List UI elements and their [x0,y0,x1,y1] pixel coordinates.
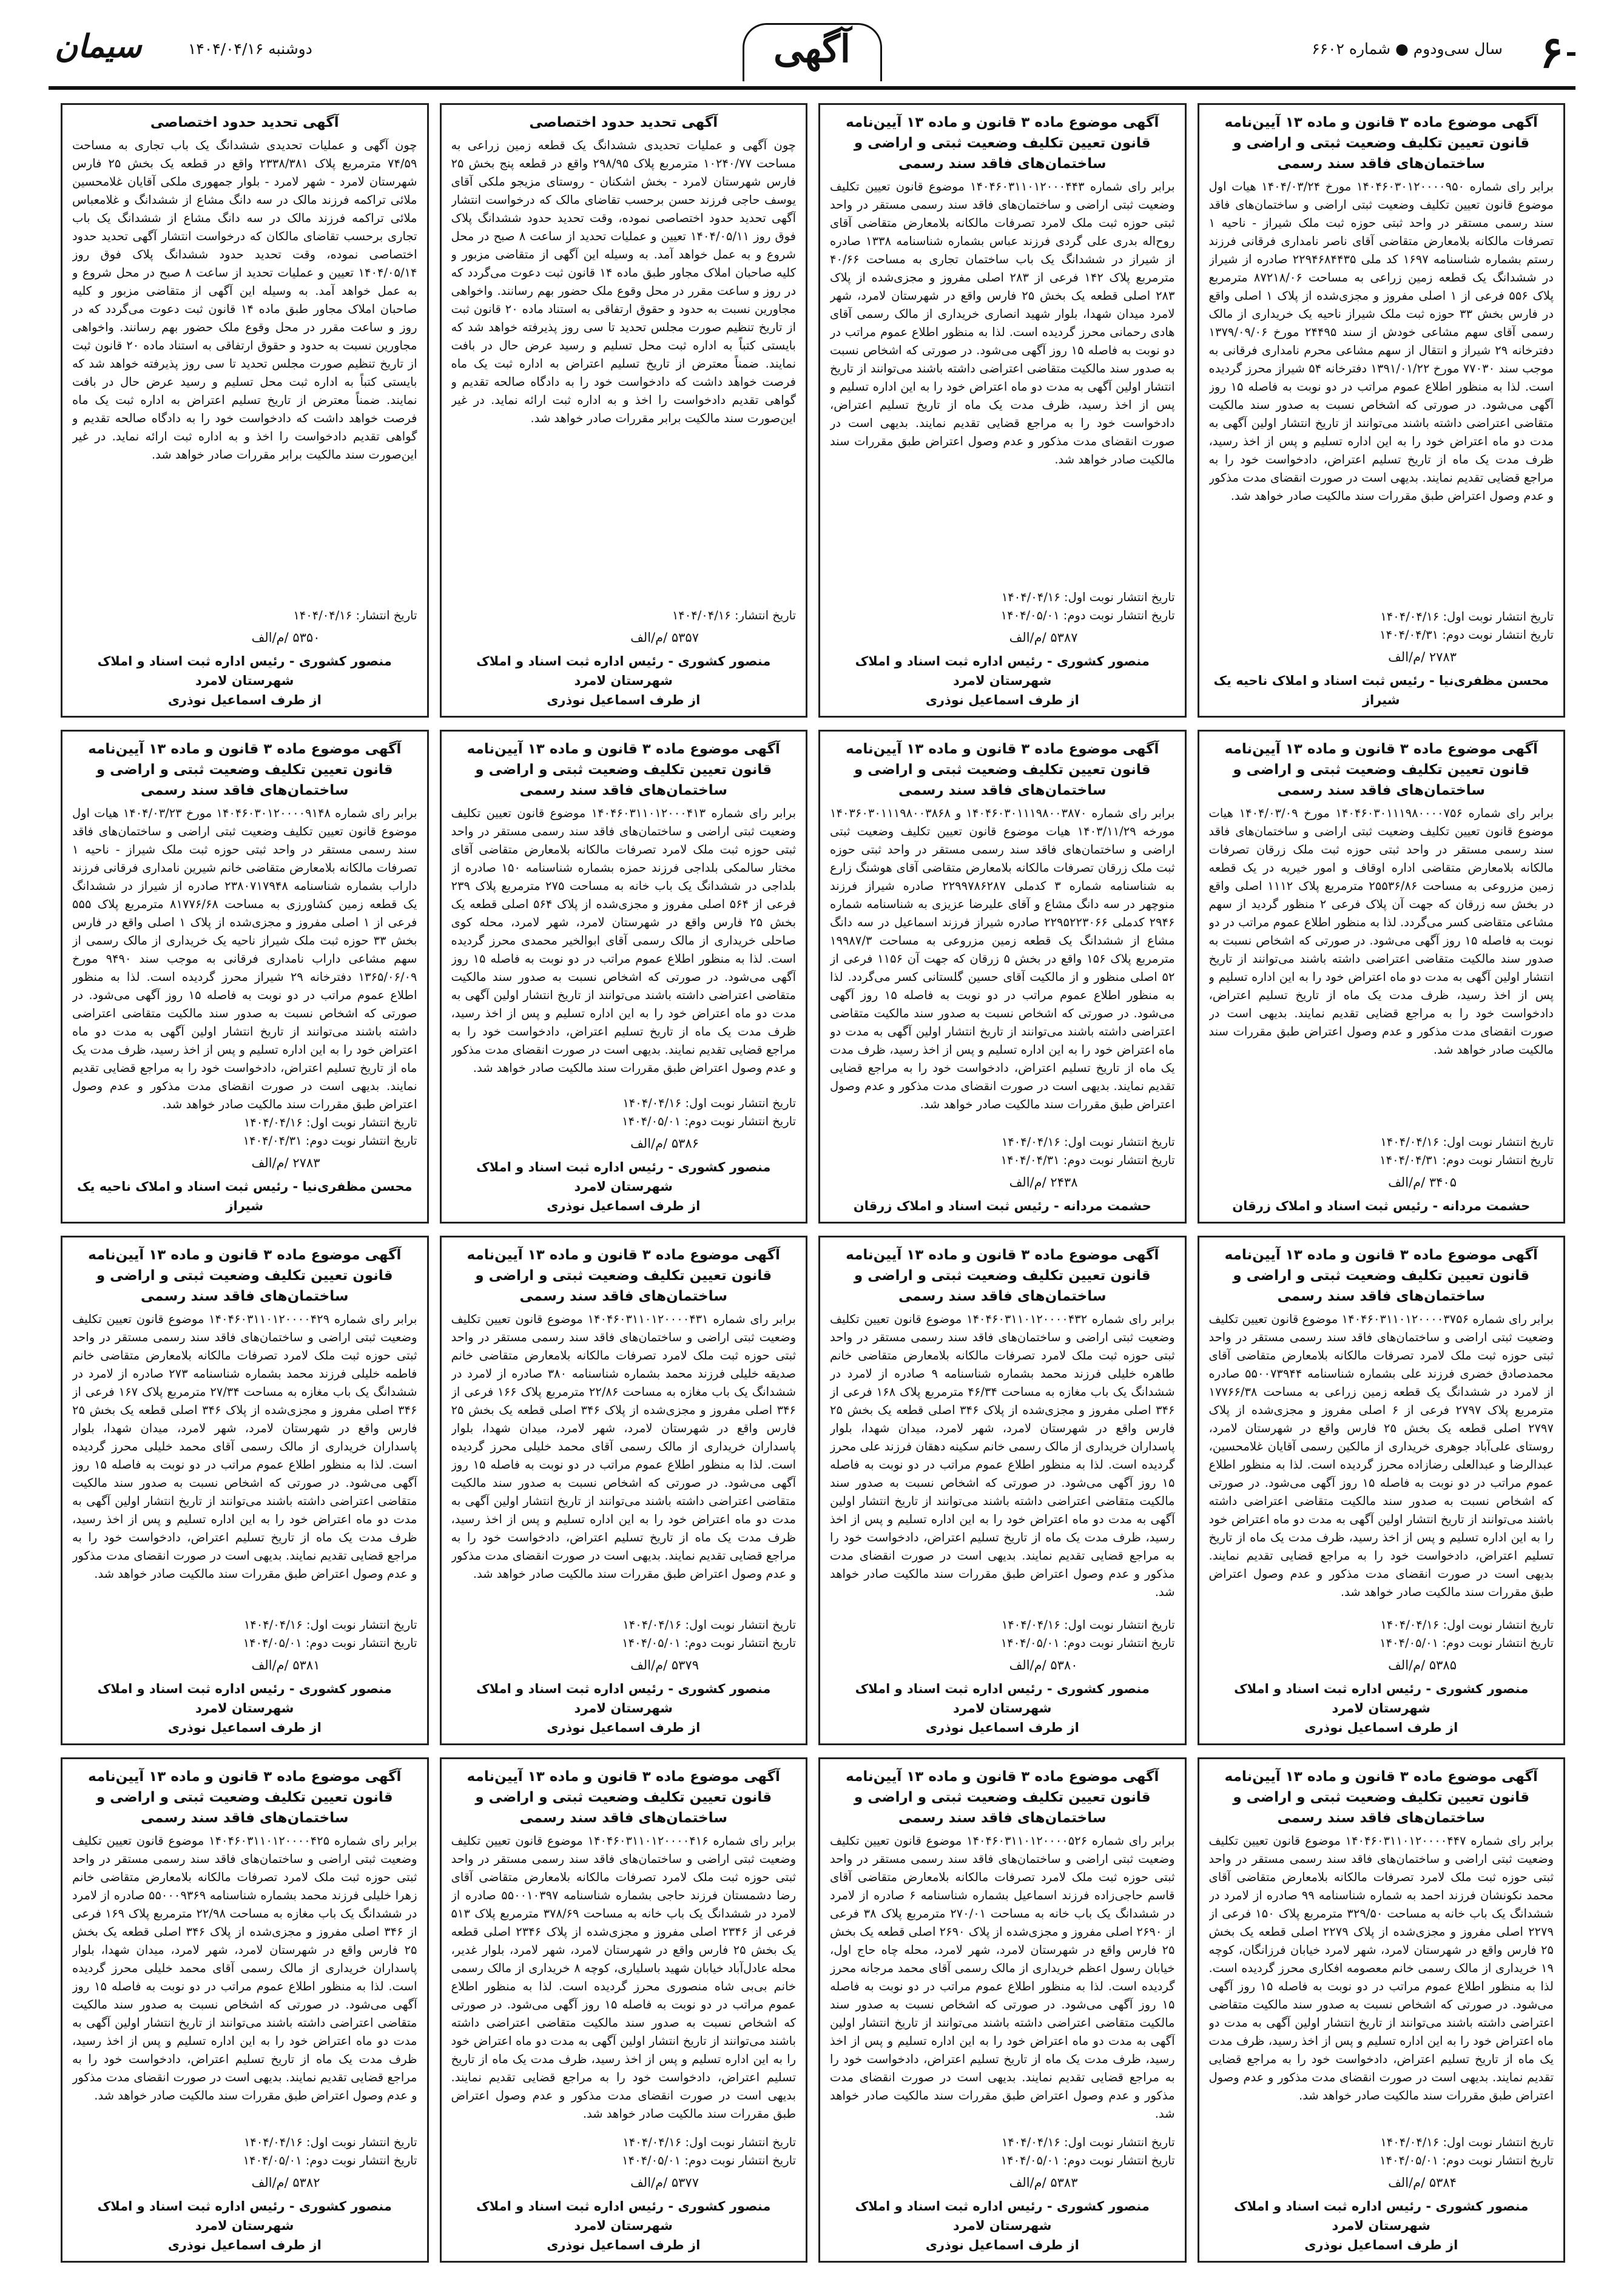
notice-date-first: تاریخ انتشار نوبت اول: ۱۴۰۴/۰۴/۱۶ [1001,1134,1175,1149]
notice-code: ۵۳۸۷ /م/الف [1009,630,1078,645]
notice-signatory: منصور کشوری - رئیس اداره ثبت اسناد و املاک شهرستان لامرد [1234,2198,1529,2233]
notice-code: ۵۳۸۲ /م/الف [251,2175,320,2190]
legal-notice-9 [1198,1236,1566,1745]
notice-title: آگهی موضوع ماده ۳ قانون و ماده ۱۳ آیین‌نامه قانون تعیین تکلیف وضعیت ثبتی و اراضی و ساختمان‌های فاقد سند رسمی [1224,115,1538,172]
page-number: ۶ [1540,26,1563,78]
notice-signatory: محسن مظفری‌نیا - رئیس ثبت اسناد و املاک ناحیه یک شیراز [1213,673,1549,707]
notice-date-first: تاریخ انتشار: ۱۴۰۴/۰۴/۱۶ [672,608,796,622]
notice-code: ۵۳۸۱ /م/الف [251,1657,320,1672]
notice-title: آگهی موضوع ماده ۳ قانون و ماده ۱۳ آیین‌نامه قانون تعیین تکلیف وضعیت ثبتی و اراضی و ساختمان‌های فاقد سند رسمی [88,741,402,798]
notice-signatory: منصور کشوری - رئیس اداره ثبت اسناد و املاک شهرستان لامرد [476,1681,771,1716]
notice-signatory-deputy: از طرف اسماعیل نوذری [1304,1720,1458,1735]
notice-code: ۲۷۸۳ /م/الف [1388,649,1457,664]
notice-date-first: تاریخ انتشار نوبت اول: ۱۴۰۴/۰۴/۱۶ [243,2135,417,2149]
notice-code: ۵۳۷۹ /م/الف [630,1657,699,1672]
newspaper-logo: سیمان [55,28,142,65]
legal-notice-12 [61,1236,429,1745]
notice-date-second: تاریخ انتشار نوبت دوم: ۱۴۰۴/۰۵/۰۱ [1000,2153,1175,2167]
notice-signatory: منصور کشوری - رئیس اداره ثبت اسناد و املاک شهرستان لامرد [855,1681,1150,1716]
notice-code: ۵۳۸۴ /م/الف [1388,2175,1457,2190]
notice-signatory-deputy: از طرف اسماعیل نوذری [167,1720,322,1735]
notice-signatory-deputy: از طرف اسماعیل نوذری [547,1198,701,1213]
notice-body: برابر رای شماره ۱۴۰۴۶۰۳۱۱۰۱۲۰۰۰۰۵۲۶ موضوع قانون تعیین تکلیف وضعیت ثبتی اراضی و ساختمان‌های فاقد سند رسمی مستقر در واحد ثبتی حوزه ثبت ملک لامرد تصرفات مالکانه بلامعارض متقاضی آقای قاسم حاجی‌زاده فرزند اسماعیل بشماره شناسنامه ۶ صادره از لامرد در ششدانگ یک باب خانه به مساحت ۲۷۰/۰۱ مترمربع پلاک ۳۸ فرعی از ۲۶۹۰ اصلی مفروز و مجزی‌شده از پلاک ۲۶۹۰ اصلی قطعه یک بخش ۲۵ فارس واقع در شهرستان لامرد، شهر لامرد، محله چاه حاج اول، خیابان رسول اعظم خریداری از مالک رسمی آقای محمد مرجانه محرز گردیده است. لذا به منظور اطلاع عموم مراتب در دو نوبت به فاصله ۱۵ روز آگهی می‌شود. در صورتی که اشخاص نسبت به صدور سند مالکیت متقاضی اعتراضی داشته باشند می‌توانند از تاریخ انتشار اولین آگهی به مدت دو ماه اعتراض خود را به این اداره تسلیم و پس از اخذ رسید، ظرف مدت یک ماه از تاریخ تسلیم اعتراض، دادخواست خود را به مراجع قضایی تقدیم نمایند. بدیهی است در صورت انقضای مدت مذکور و عدم وصول اعتراض طبق مقررات سند مالکیت صادر خواهد شد. [830,1833,1175,2121]
notice-signatory: محسن مظفری‌نیا - رئیس ثبت اسناد و املاک ناحیه یک شیراز [77,1179,413,1213]
notice-signatory: حشمت مردانه - رئیس ثبت اسناد و املاک زرقان [853,1198,1151,1213]
notice-title: آگهی موضوع ماده ۳ قانون و ماده ۱۳ آیین‌نامه قانون تعیین تکلیف وضعیت ثبتی و اراضی و ساختمان‌های فاقد سند رسمی [88,1768,402,1826]
notice-title: آگهی موضوع ماده ۳ قانون و ماده ۱۳ آیین‌نامه قانون تعیین تکلیف وضعیت ثبتی و اراضی و ساختمان‌های فاقد سند رسمی [467,741,780,798]
notice-title: آگهی موضوع ماده ۳ قانون و ماده ۱۳ آیین‌نامه قانون تعیین تکلیف وضعیت ثبتی و اراضی و ساختمان‌های فاقد سند رسمی [846,1768,1159,1826]
notice-signatory: منصور کشوری - رئیس اداره ثبت اسناد و املاک شهرستان لامرد [476,1159,771,1194]
notice-signatory-deputy: از طرف اسماعیل نوذری [547,692,701,707]
notice-date-second: تاریخ انتشار نوبت دوم: ۱۴۰۴/۰۵/۰۱ [1000,1635,1175,1650]
notice-title: آگهی موضوع ماده ۳ قانون و ماده ۱۳ آیین‌نامه قانون تعیین تکلیف وضعیت ثبتی و اراضی و ساختمان‌های فاقد سند رسمی [88,1247,402,1304]
notice-signatory-deputy: از طرف اسماعیل نوذری [925,1720,1079,1735]
notice-code: ۲۴۳۸ /م/الف [1009,1174,1078,1190]
legal-notice-15 [440,1757,808,2263]
notice-signatory-deputy: از طرف اسماعیل نوذری [925,2237,1079,2252]
notice-date-first: تاریخ انتشار نوبت اول: ۱۴۰۴/۰۴/۱۶ [243,1617,417,1632]
notice-code: ۵۳۸۰ /م/الف [1009,1657,1078,1672]
notice-signatory: منصور کشوری - رئیس اداره ثبت اسناد و املاک شهرستان لامرد [97,1681,392,1716]
notice-title: آگهی موضوع ماده ۳ قانون و ماده ۱۳ آیین‌نامه قانون تعیین تکلیف وضعیت ثبتی و اراضی و ساختمان‌های فاقد سند رسمی [846,115,1159,172]
notice-title: آگهی موضوع ماده ۳ قانون و ماده ۱۳ آیین‌نامه قانون تعیین تکلیف وضعیت ثبتی و اراضی و ساختمان‌های فاقد سند رسمی [846,741,1159,798]
legal-notice-10 [818,1236,1187,1745]
notice-date-second: تاریخ انتشار نوبت دوم: ۱۴۰۴/۰۵/۰۱ [1380,1635,1554,1650]
notice-signatory: منصور کشوری - رئیس اداره ثبت اسناد و املاک شهرستان لامرد [476,653,771,688]
notice-date-first: تاریخ انتشار نوبت اول: ۱۴۰۴/۰۴/۱۶ [1001,1617,1175,1632]
notice-date-first: تاریخ انتشار: ۱۴۰۴/۰۴/۱۶ [293,608,417,622]
legal-notice-6 [818,730,1187,1224]
legal-notice-3 [440,103,808,718]
notice-date-second: تاریخ انتشار نوبت دوم: ۱۴۰۴/۰۵/۰۱ [622,1635,796,1650]
notice-title: آگهی موضوع ماده ۳ قانون و ماده ۱۳ آیین‌نامه قانون تعیین تکلیف وضعیت ثبتی و اراضی و ساختمان‌های فاقد سند رسمی [846,1247,1159,1304]
notice-body: برابر رای شماره ۱۴۰۴۶۰۳۰۱۱۱۹۸۰۰۰۰۷۵۶ مورخ ۱۴۰۴/۰۳/۰۹ هیات موضوع قانون تعیین تکلیف وضعیت ثبتی اراضی و ساختمان‌های فاقد سند رسمی مستقر در واحد ثبتی حوزه ثبت ملک زرقان تصرفات مالکانه بلامعارض متقاضی اداره اوقاف و امور خیریه در یک قطعه زمین مزروعی به مساحت ۲۵۵۳۶/۸۶ مترمربع پلاک ۱۱۱۲ اصلی واقع در بخش سه زرقان که جهت آن پلاک فرعی ۲ منظور گردید از سهم مشاعی متقاضی کسر می‌گردد. لذا به منظور اطلاع عموم مراتب در دو نوبت به فاصله ۱۵ روز آگهی می‌شود. در صورتی که اشخاص نسبت به صدور سند مالکیت متقاضی اعتراضی داشته باشند می‌توانند از تاریخ انتشار اولین آگهی به مدت دو ماه اعتراض خود را به این اداره تسلیم و پس از اخذ رسید، ظرف مدت یک ماه از تاریخ تسلیم اعتراض، دادخواست خود را به مراجع قضایی تقدیم نمایند. بدیهی است در صورت انقضای مدت مذکور و عدم وصول اعتراض طبق مقررات سند مالکیت صادر خواهد شد. [1208,806,1554,1057]
legal-notice-5 [1198,730,1566,1224]
legal-notice-2 [818,103,1187,718]
notice-signatory: منصور کشوری - رئیس اداره ثبت اسناد و املاک شهرستان لامرد [97,2198,392,2233]
notice-signatory: منصور کشوری - رئیس اداره ثبت اسناد و املاک شهرستان لامرد [1234,1681,1529,1716]
notice-signatory: منصور کشوری - رئیس اداره ثبت اسناد و املاک شهرستان لامرد [855,2198,1150,2233]
notice-date-first: تاریخ انتشار نوبت اول: ۱۴۰۴/۰۴/۱۶ [1380,1617,1554,1632]
notice-date-first: تاریخ انتشار نوبت اول: ۱۴۰۴/۰۴/۱۶ [1380,2135,1554,2149]
ads-grid [61,103,1565,2263]
notice-code: ۲۷۸۳ /م/الف [251,1155,320,1170]
notice-date-second: تاریخ انتشار نوبت دوم: ۱۴۰۴/۰۵/۰۱ [622,2153,796,2167]
notice-signatory: منصور کشوری - رئیس اداره ثبت اسناد و املاک شهرستان لامرد [855,653,1150,688]
notice-date-first: تاریخ انتشار نوبت اول: ۱۴۰۴/۰۴/۱۶ [622,1096,796,1110]
notice-date-first: تاریخ انتشار نوبت اول: ۱۴۰۴/۰۴/۱۶ [1001,2135,1175,2149]
legal-notice-16 [61,1757,429,2263]
notice-body: برابر رای شماره ۱۴۰۴۶۰۳۱۱۰۱۲۰۰۰۰۴۳۱ موضوع قانون تعیین تکلیف وضعیت ثبتی اراضی و ساختمان‌های فاقد سند رسمی مستقر در واحد ثبتی حوزه ثبت ملک لامرد تصرفات مالکانه بلامعارض متقاضی خانم صدیقه خلیلی فرزند محمد بشماره شناسنامه ۳۸۰ صادره از لامرد در ششدانگ یک باب مغازه به مساحت ۲۲/۸۶ مترمربع پلاک ۱۶۶ فرعی از ۳۴۶ اصلی مفروز و مجزی‌شده از پلاک ۳۴۶ اصلی قطعه یک بخش ۲۵ فارس واقع در شهرستان لامرد، شهر لامرد، میدان شهدا، بلوار پاسداران خریداری از مالک رسمی آقای محمد خلیلی محرز گردیده است. لذا به منظور اطلاع عموم مراتب در دو نوبت به فاصله ۱۵ روز آگهی می‌شود. در صورتی که اشخاص نسبت به صدور سند مالکیت متقاضی اعتراضی داشته باشند می‌توانند از تاریخ انتشار اولین آگهی به مدت دو ماه اعتراض خود را به این اداره تسلیم و پس از اخذ رسید، ظرف مدت یک ماه از تاریخ تسلیم اعتراض، دادخواست خود را به مراجع قضایی تقدیم نمایند. بدیهی است در صورت انقضای مدت مذکور و عدم وصول اعتراض طبق مقررات سند مالکیت صادر خواهد شد. [451,1311,796,1581]
notice-date-second: تاریخ انتشار نوبت دوم: ۱۴۰۴/۰۵/۰۱ [243,1635,417,1650]
notice-body: برابر رای شماره ۱۴۰۴۶۰۳۰۱۲۰۰۰۰۹۱۴۸ مورخ ۱۴۰۴/۰۳/۲۳ هیات اول موضوع قانون تعیین تکلیف وضعیت ثبتی اراضی و ساختمان‌های فاقد سند رسمی مستقر در واحد ثبتی حوزه ثبت ملک شیراز - ناحیه ۱ تصرفات مالکانه بلامعارض متقاضی خانم شیرین نامداری فرقانی فرزند داراب بشماره شناسنامه ۲۳۸۰۷۱۷۹۴۸ صادره از شیراز در ششدانگ یک قطعه زمین کشاورزی به مساحت ۸۱۷۷۶/۶۸ مترمربع پلاک ۵۵۵ فرعی از ۱ اصلی مفروز و مجزی‌شده از پلاک ۱ اصلی واقع در فارس بخش ۳۳ حوزه ثبت ملک شیراز ناحیه یک خریداری از مالک رسمی از سهم مشاعی داراب نامداری فرقانی به موجب سند ۹۴۹۰ مورخ ۱۳۶۵/۰۶/۰۹ دفترخانه ۲۹ شیراز محرز گردیده است. لذا به منظور اطلاع عموم مراتب در دو نوبت به فاصله ۱۵ روز آگهی می‌شود. در صورتی که اشخاص نسبت به صدور سند مالکیت متقاضی اعتراضی داشته باشند می‌توانند از تاریخ انتشار اولین آگهی به مدت دو ماه اعتراض خود را به این اداره تسلیم و پس از اخذ رسید، ظرف مدت یک ماه از تاریخ تسلیم اعتراض، دادخواست خود را به مراجع قضایی تقدیم نمایند. بدیهی است در صورت انقضای مدت مذکور و عدم وصول اعتراض طبق مقررات سند مالکیت صادر خواهد شد. [72,806,417,1111]
notice-signatory-deputy: از طرف اسماعیل نوذری [547,1720,701,1735]
notice-date-first: تاریخ انتشار نوبت اول: ۱۴۰۴/۰۴/۱۶ [1001,590,1175,604]
notice-title: آگهی موضوع ماده ۳ قانون و ماده ۱۳ آیین‌نامه قانون تعیین تکلیف وضعیت ثبتی و اراضی و ساختمان‌های فاقد سند رسمی [1224,1247,1538,1304]
legal-notice-1 [1198,103,1566,718]
notice-body: چون آگهی و عملیات تحدیدی ششدانگ یک قطعه زمین زراعی به مساحت ۱۰۲۴۰/۷۷ مترمربع پلاک ۲۹۸/۹۵ واقع در قطعه پنج بخش ۲۵ فارس شهرستان لامرد - بخش اشکنان - روستای مزیجو ملکی آقای یوسف حاجی فرزند حسن برحسب تقاضای مالک که درخواست انتشار آگهی تحدید حدود اختصاصی نموده، وقت تحدید حدود ششدانگ پلاک فوق روز ۱۴۰۴/۰۵/۱۱ تعیین و عملیات تحدید از ساعت ۸ صبح در محل شروع و به عمل خواهد آمد. به وسیله این آگهی از متقاضی مزبور و کلیه صاحبان املاک مجاور طبق ماده ۱۴ قانون ثبت دعوت می‌گردد که در روز و ساعت مقرر در محل وقوع ملک حضور بهم رسانند. واخواهی مجاورین نسبت به حدود و حقوق ارتفاقی به استناد ماده ۲۰ قانون ثبت از تاریخ تنظیم صورت مجلس تحدید تا سی روز پذیرفته خواهد شد که بایستی کتباً به اداره ثبت محل تسلیم و رسید عرض حال در بافت نمایند. ضمناً معترض از تاریخ تسلیم اعتراض به اداره ثبت یک ماه فرصت خواهد داشت که دادخواست خود را به دادگاه صالحه تقدیم و گواهی تقدیم دادخواست را اخذ و به اداره ثبت ارائه نماید. در غیر این‌صورت سند مالکیت برابر مقررات صادر خواهد شد. [451,138,796,425]
notice-body: برابر رای شماره ۱۴۰۴۶۰۳۱۱۰۱۲۰۰۰۰۴۴۷ موضوع قانون تعیین تکلیف وضعیت ثبتی اراضی و ساختمان‌های فاقد سند رسمی مستقر در واحد ثبتی حوزه ثبت ملک لامرد تصرفات مالکانه بلامعارض متقاضی آقای محمد نکونشان فرزند احمد به شماره شناسنامه ۹۹ صادره از لامرد در ششدانگ یک باب خانه به مساحت ۳۲۹/۵۰ مترمربع پلاک ۱۵۰ فرعی از ۲۲۷۹ اصلی مفروز و مجزی‌شده از پلاک ۲۲۷۹ اصلی قطعه یک بخش ۲۵ فارس واقع در شهرستان لامرد، شهر لامرد خیابان فرزانگان، کوچه ۱۹ خریداری از مالک رسمی خانم معصومه افکاری محرز گردیده است. لذا به منظور اطلاع عموم مراتب در دو نوبت به فاصله ۱۵ روز آگهی می‌شود. در صورتی که اشخاص نسبت به صدور سند مالکیت متقاضی اعتراضی داشته باشند می‌توانند از تاریخ انتشار اولین آگهی به مدت دو ماه اعتراض خود را به این اداره تسلیم و پس از اخذ رسید، ظرف مدت یک ماه از تاریخ تسلیم اعتراض، دادخواست خود را به مراجع قضایی تقدیم نمایند. بدیهی است در صورت انقضای مدت مذکور و عدم وصول اعتراض طبق مقررات سند مالکیت صادر خواهد شد. [1208,1833,1554,2103]
notice-title: آگهی موضوع ماده ۳ قانون و ماده ۱۳ آیین‌نامه قانون تعیین تکلیف وضعیت ثبتی و اراضی و ساختمان‌های فاقد سند رسمی [467,1247,780,1304]
notice-signatory-deputy: از طرف اسماعیل نوذری [167,2237,322,2252]
notice-title: آگهی تحدید حدود اختصاصی [529,115,718,130]
notice-title: آگهی موضوع ماده ۳ قانون و ماده ۱۳ آیین‌نامه قانون تعیین تکلیف وضعیت ثبتی و اراضی و ساختمان‌های فاقد سند رسمی [1224,741,1538,798]
notice-body: برابر رای شماره ۱۴۰۴۶۰۳۱۱۰۱۲۰۰۰۰۳۷۵۶ موضوع قانون تعیین تکلیف وضعیت ثبتی اراضی و ساختمان‌های فاقد سند رسمی مستقر در واحد ثبتی حوزه ثبت ملک لامرد تصرفات مالکانه بلامعارض متقاضی آقای محمدصادق خضری فرزند علی بشماره شناسنامه ۵۵۰۰۷۳۹۴۴ صادره از لامرد در ششدانگ یک قطعه زمین زراعی به مساحت ۱۷۷۶۶/۳۸ مترمربع پلاک ۲۷۹۷ فرعی از ۶ اصلی مفروز و مجزی‌شده از پلاک ۲۷۹۷ اصلی قطعه یک بخش ۲۵ فارس واقع در شهرستان لامرد، روستای علی‌آباد جوهری خریداری از مالکین رسمی آقایان غلامحسین، عبدالرضا و عبدالعلی رضازاده محرز گردیده است. لذا به منظور اطلاع عموم مراتب در دو نوبت به فاصله ۱۵ روز آگهی می‌شود. در صورتی که اشخاص نسبت به صدور سند مالکیت متقاضی اعتراضی داشته باشند می‌توانند از تاریخ انتشار اولین آگهی به مدت دو ماه اعتراض خود را به این اداره تسلیم و پس از اخذ رسید، ظرف مدت یک ماه از تاریخ تسلیم اعتراض، دادخواست خود را به مراجع قضایی تقدیم نمایند. بدیهی است در صورت انقضای مدت مذکور و عدم وصول اعتراض طبق مقررات سند مالکیت صادر خواهد شد. [1208,1311,1554,1599]
notice-signatory: حشمت مردانه - رئیس ثبت اسناد و املاک زرقان [1232,1198,1531,1213]
notice-date-first: تاریخ انتشار نوبت اول: ۱۴۰۴/۰۴/۱۶ [622,2135,796,2149]
notice-date-first: تاریخ انتشار نوبت اول: ۱۴۰۴/۰۴/۱۶ [1380,609,1554,624]
masthead [49,21,1575,87]
notice-body: برابر رای شماره ۱۴۰۴۶۰۳۰۱۱۱۹۸۰۰۳۸۷۰ و ۱۴۰۳۶۰۳۰۱۱۱۹۸۰۰۳۸۶۸ مورخه ۱۴۰۳/۱۱/۲۹ هیات موضوع قانون تعیین تکلیف وضعیت ثبتی اراضی و ساختمان‌های فاقد سند رسمی مستقر در واحد ثبتی حوزه ثبت ملک زرقان تصرفات مالکانه بلامعارض متقاضی آقای هوشنگ زارع به شناسنامه شماره ۳ کدملی ۲۲۹۹۷۸۶۲۸۷ صادره شیراز فرزند منوچهر در سه دانگ مشاع و آقای علیرضا عزیزی به شناسنامه شماره ۲۹۴۶ کدملی ۲۲۹۵۲۲۳۰۶۶ صادره شیراز فرزند اسماعیل در سه دانگ مشاع از ششدانگ یک قطعه زمین مزروعی به مساحت ۱۹۹۸۷/۳ مترمربع پلاک ۱۵۶ واقع در بخش ۵ زرقان که جهت آن ۱۱۵۶ فرعی از ۵۲ اصلی منظور و از مالکیت آقای حسین گلستانی کسر می‌گردد. لذا به منظور اطلاع عموم مراتب در دو نوبت به فاصله ۱۵ روز آگهی می‌شود. در صورتی که اشخاص نسبت به صدور سند مالکیت متقاضی اعتراضی داشته باشند می‌توانند از تاریخ انتشار اولین آگهی به مدت دو ماه اعتراض خود را به این اداره تسلیم و پس از اخذ رسید، ظرف مدت یک ماه از تاریخ تسلیم اعتراض، دادخواست خود را به مراجع قضایی تقدیم نمایند. بدیهی است در صورت انقضای مدت مذکور و عدم وصول اعتراض طبق مقررات سند مالکیت صادر خواهد شد. [830,806,1175,1111]
notice-body: برابر رای شماره ۱۴۰۴۶۰۳۱۱۰۱۲۰۰۰۰۴۳۲ موضوع قانون تعیین تکلیف وضعیت ثبتی اراضی و ساختمان‌های فاقد سند رسمی مستقر در واحد ثبتی حوزه ثبت ملک لامرد تصرفات مالکانه بلامعارض متقاضی خانم طاهره خلیلی فرزند محمد بشماره شناسنامه ۹ صادره از لامرد در ششدانگ یک باب مغازه به مساحت ۴۶/۳۴ مترمربع پلاک ۱۶۸ فرعی از ۳۴۶ اصلی مفروز و مجزی‌شده از پلاک ۳۴۶ اصلی قطعه یک بخش ۲۵ فارس واقع در شهرستان لامرد، شهر لامرد، میدان شهدا، بلوار پاسداران خریداری از مالک رسمی خانم سکینه دهقان فرزند علی محرز گردیده است. لذا به منظور اطلاع عموم مراتب در دو نوبت به فاصله ۱۵ روز آگهی می‌شود. در صورتی که اشخاص نسبت به صدور سند مالکیت متقاضی اعتراضی داشته باشند می‌توانند از تاریخ انتشار اولین آگهی به مدت دو ماه اعتراض خود را به این اداره تسلیم و پس از اخذ رسید، ظرف مدت یک ماه از تاریخ تسلیم اعتراض، دادخواست خود را به مراجع قضایی تقدیم نمایند. بدیهی است در صورت انقضای مدت مذکور و عدم وصول اعتراض طبق مقررات سند مالکیت صادر خواهد شد. [830,1311,1175,1599]
notice-date-second: تاریخ انتشار نوبت دوم: ۱۴۰۴/۰۴/۳۱ [1380,627,1554,642]
notice-code: ۵۳۸۶ /م/الف [630,1136,699,1151]
notice-code: ۵۳۷۷ /م/الف [630,2175,699,2190]
legal-notice-14 [818,1757,1187,2263]
notice-date-second: تاریخ انتشار نوبت دوم: ۱۴۰۴/۰۴/۳۱ [1380,1153,1554,1167]
notice-signatory: منصور کشوری - رئیس اداره ثبت اسناد و املاک شهرستان لامرد [476,2198,771,2233]
section-title: آگهی [773,27,851,71]
notice-signatory-deputy: از طرف اسماعیل نوذری [925,692,1079,707]
notice-code: ۵۳۵۷ /م/الف [630,630,699,645]
notice-title: آگهی موضوع ماده ۳ قانون و ماده ۱۳ آیین‌نامه قانون تعیین تکلیف وضعیت ثبتی و اراضی و ساختمان‌های فاقد سند رسمی [467,1768,780,1826]
notice-date-first: تاریخ انتشار نوبت اول: ۱۴۰۴/۰۴/۱۶ [1380,1134,1554,1149]
notice-title: آگهی تحدید حدود اختصاصی [150,115,339,130]
notice-body: برابر رای شماره ۱۴۰۴۶۰۳۰۱۲۰۰۰۰۹۵۰ مورخ ۱۴۰۴/۰۳/۲۴ هیات اول موضوع قانون تعیین تکلیف وضعیت ثبتی اراضی و ساختمان‌های فاقد سند رسمی مستقر در واحد ثبتی حوزه ثبت ملک شیراز - ناحیه ۱ تصرفات مالکانه بلامعارض متقاضی آقای ناصر نامداری فرقانی فرزند رستم بشماره شناسنامه ۱۶۹۷ کد ملی ۲۲۹۴۶۸۴۴۳۵ صادره از شیراز در ششدانگ یک قطعه زمین زراعی به مساحت ۸۷۲۱۸/۰۶ مترمربع پلاک ۵۵۶ فرعی از ۱ اصلی مفروز و مجزی‌شده از پلاک ۱ اصلی واقع در فارس بخش ۳۳ حوزه ثبت ملک شیراز ناحیه یک خریداری از مالک رسمی آقای سهم مشاعی خودش از سند ۲۴۴۹۵ مورخ ۱۳۷۹/۰۹/۰۶ دفترخانه ۲۹ شیراز و انتقال از سهم مشاعی محرم نامداری فرقانی به موجب سند ۷۷۰۳۰ مورخ ۱۳۹۱/۰۱/۲۲ دفترخانه ۵۴ شیراز محرز گردیده است. لذا به منظور اطلاع عموم مراتب در دو نوبت به فاصله ۱۵ روز آگهی می‌شود. در صورتی که اشخاص نسبت به صدور سند مالکیت متقاضی اعتراضی داشته باشند می‌توانند از تاریخ انتشار اولین آگهی به مدت دو ماه اعتراض خود را به این اداره تسلیم و پس از اخذ رسید، ظرف مدت یک ماه از تاریخ تسلیم اعتراض، دادخواست خود را به مراجع قضایی تقدیم نمایند. بدیهی است در صورت انقضای مدت مذکور و عدم وصول اعتراض طبق مقررات سند مالکیت صادر خواهد شد. [1208,180,1554,503]
header-rule [49,86,1575,90]
notice-body: برابر رای شماره ۱۴۰۴۶۰۳۱۱۰۱۲۰۰۰۴۴۳ موضوع قانون تعیین تکلیف وضعیت ثبتی اراضی و ساختمان‌های فاقد سند رسمی مستقر در واحد ثبتی حوزه ثبت ملک لامرد تصرفات مالکانه بلامعارض متقاضی آقای روح‌اله بدری علی گردی فرزند عباس بشماره شناسنامه ۱۳۳۸ صادره از شیراز در ششدانگ یک باب ساختمان تجاری به مساحت ۴۰/۶۶ مترمربع پلاک ۱۴۲ فرعی از ۲۸۳ اصلی مفروز و مجزی‌شده از پلاک ۲۸۳ اصلی قطعه یک بخش ۲۵ فارس واقع در شهرستان لامرد، شهر لامرد میدان شهدا، بلوار شهید انصاری خریداری از مالک رسمی آقای هادی رحمانی محرز گردیده است. لذا به منظور اطلاع عموم مراتب در دو نوبت به فاصله ۱۵ روز آگهی می‌شود. در صورتی که اشخاص نسبت به صدور سند مالکیت متقاضی اعتراضی داشته باشند می‌توانند از تاریخ انتشار اولین آگهی به مدت دو ماه اعتراض خود را به این اداره تسلیم و پس از اخذ رسید، ظرف مدت یک ماه از تاریخ تسلیم اعتراض، دادخواست خود را به مراجع قضایی تقدیم نمایند. بدیهی است در صورت انقضای مدت مذکور و عدم وصول اعتراض طبق مقررات سند مالکیت صادر خواهد شد. [830,180,1175,466]
notice-code: ۵۳۵۰ /م/الف [251,630,320,645]
issue-info: سال سی‌ودوم ● شماره ۶۶۰۲ [1312,40,1503,58]
legal-notice-7 [440,730,808,1224]
notice-signatory-deputy: از طرف اسماعیل نوذری [1304,2237,1458,2252]
notice-date-second: تاریخ انتشار نوبت دوم: ۱۴۰۴/۰۵/۰۱ [1000,608,1175,622]
notice-body: چون آگهی و عملیات تحدیدی ششدانگ یک باب تجاری به مساحت ۷۴/۵۹ مترمربع پلاک ۲۳۳۸/۳۸۱ واقع در قطعه یک بخش ۲۵ فارس شهرستان لامرد - شهر لامرد - بلوار جمهوری ملکی آقایان غلامحسین ملائی تراکمه فرزند مالک در سه دانگ مشاع از ششدانگ و غلامعباس ملائی تراکمه فرزند مالک در سه دانگ مشاع از ششدانگ یک باب تجاری برحسب تقاضای مالکان که درخواست انتشار آگهی تحدید حدود اختصاصی نموده، وقت تحدید حدود ششدانگ پلاک فوق روز ۱۴۰۴/۰۵/۱۴ تعیین و عملیات تحدید از ساعت ۸ صبح در محل شروع و به عمل خواهد آمد. به وسیله این آگهی از متقاضی مزبور و کلیه صاحبان املاک مجاور طبق ماده ۱۴ قانون ثبت دعوت می‌گردد که در روز و ساعت مقرر در محل وقوع ملک حضور بهم رسانند. واخواهی مجاورین نسبت به حدود و حقوق ارتفاقی به استناد ماده ۲۰ قانون ثبت از تاریخ تنظیم صورت مجلس تحدید تا سی روز پذیرفته خواهد شد که بایستی کتباً به اداره ثبت محل تسلیم و رسید عرض حال در بافت نمایند. ضمناً معترض از تاریخ تسلیم اعتراض به اداره ثبت یک ماه فرصت خواهد داشت که دادخواست خود را به دادگاه صالحه تقدیم و گواهی تقدیم دادخواست را اخذ و به اداره ثبت ارائه نماید. در غیر این‌صورت سند مالکیت برابر مقررات صادر خواهد شد. [72,138,417,462]
issue-date: دوشنبه ۱۴۰۴/۰۴/۱۶ [188,40,312,58]
notice-code: ۳۴۰۵ /م/الف [1388,1174,1457,1190]
legal-notice-11 [440,1236,808,1745]
notice-date-second: تاریخ انتشار نوبت دوم: ۱۴۰۴/۰۴/۳۱ [1000,1153,1175,1167]
notice-date-first: تاریخ انتشار نوبت اول: ۱۴۰۴/۰۴/۱۶ [622,1617,796,1632]
notice-signatory-deputy: از طرف اسماعیل نوذری [547,2237,701,2252]
notice-signatory: منصور کشوری - رئیس اداره ثبت اسناد و املاک شهرستان لامرد [97,653,392,688]
notice-body: برابر رای شماره ۱۴۰۴۶۰۳۱۱۰۱۲۰۰۰۰۴۱۶ موضوع قانون تعیین تکلیف وضعیت ثبتی اراضی و ساختمان‌های فاقد سند رسمی مستقر در واحد ثبتی حوزه ثبت ملک لامرد تصرفات مالکانه بلامعارض متقاضی آقای رضا دشمستان فرزند حاجی بشماره شناسنامه ۵۵۰۰۱۰۳۹۷ صادره از لامرد در ششدانگ یک باب خانه به مساحت ۳۷۸/۶۹ مترمربع پلاک ۵۱۳ فرعی از ۲۳۴۶ اصلی مفروز و مجزی‌شده از پلاک ۲۳۴۶ اصلی قطعه یک بخش ۲۵ فارس واقع در شهرستان لامرد، شهر لامرد، بلوار غدیر، محله عادل‌آباد خیابان شهید باسلیاری، کوچه ۸ خریداری از مالک رسمی خانم بی‌بی شاه منصوری محرز گردیده است. لذا به منظور اطلاع عموم مراتب در دو نوبت به فاصله ۱۵ روز آگهی می‌شود. در صورتی که اشخاص نسبت به صدور سند مالکیت متقاضی اعتراضی داشته باشند می‌توانند از تاریخ انتشار اولین آگهی به مدت دو ماه اعتراض خود را به این اداره تسلیم و پس از اخذ رسید، ظرف مدت یک ماه از تاریخ تسلیم اعتراض، دادخواست خود را به مراجع قضایی تقدیم نمایند. بدیهی است در صورت انقضای مدت مذکور و عدم وصول اعتراض طبق مقررات سند مالکیت صادر خواهد شد. [451,1833,796,2121]
legal-notice-8 [61,730,429,1224]
notice-date-first: تاریخ انتشار نوبت اول: ۱۴۰۴/۰۴/۱۶ [243,1115,417,1130]
notice-title: آگهی موضوع ماده ۳ قانون و ماده ۱۳ آیین‌نامه قانون تعیین تکلیف وضعیت ثبتی و اراضی و ساختمان‌های فاقد سند رسمی [1224,1768,1538,1826]
notice-code: ۵۳۸۵ /م/الف [1388,1657,1457,1672]
notice-date-second: تاریخ انتشار نوبت دوم: ۱۴۰۴/۰۴/۳۱ [243,1133,417,1148]
notice-date-second: تاریخ انتشار نوبت دوم: ۱۴۰۴/۰۵/۰۱ [622,1114,796,1128]
legal-notice-4 [61,103,429,718]
notice-body: برابر رای شماره ۱۴۰۴۶۰۳۱۱۰۱۲۰۰۰۰۴۲۵ موضوع قانون تعیین تکلیف وضعیت ثبتی اراضی و ساختمان‌های فاقد سند رسمی مستقر در واحد ثبتی حوزه ثبت ملک لامرد تصرفات مالکانه بلامعارض متقاضی خانم زهرا خلیلی فرزند محمد بشماره شناسنامه ۵۵۰۰۰۹۳۶۹ صادره از لامرد در ششدانگ یک باب مغازه به مساحت ۲۲/۹۸ مترمربع پلاک ۱۶۹ فرعی از ۳۴۶ اصلی مفروز و مجزی‌شده از پلاک ۳۴۶ اصلی قطعه یک بخش ۲۵ فارس واقع در شهرستان لامرد، شهر لامرد، میدان شهدا، بلوار پاسداران خریداری از مالک رسمی آقای محمد خلیلی محرز گردیده است. لذا به منظور اطلاع عموم مراتب در دو نوبت به فاصله ۱۵ روز آگهی می‌شود. در صورتی که اشخاص نسبت به صدور سند مالکیت متقاضی اعتراضی داشته باشند می‌توانند از تاریخ انتشار اولین آگهی به مدت دو ماه اعتراض خود را به این اداره تسلیم و پس از اخذ رسید، ظرف مدت یک ماه از تاریخ تسلیم اعتراض، دادخواست خود را به مراجع قضایی تقدیم نمایند. بدیهی است در صورت انقضای مدت مذکور و عدم وصول اعتراض طبق مقررات سند مالکیت صادر خواهد شد. [72,1833,417,2103]
legal-notice-13 [1198,1757,1566,2263]
page-number-dash [1567,52,1575,56]
notice-body: برابر رای شماره ۱۴۰۴۶۰۳۱۱۰۱۲۰۰۰۴۱۳ موضوع قانون تعیین تکلیف وضعیت ثبتی اراضی و ساختمان‌های فاقد سند رسمی مستقر در واحد ثبتی حوزه ثبت ملک لامرد تصرفات مالکانه بلامعارض متقاضی آقای مختار سالمکی بلداجی فرزند حمزه بشماره شناسنامه ۱۵۰ صادره از بلداجی در ششدانگ یک باب خانه به مساحت ۲۷۵ مترمربع پلاک ۲۳۹ فرعی از ۵۶۴ اصلی مفروز و مجزی‌شده از پلاک ۵۶۴ اصلی قطعه یک بخش ۲۵ فارس واقع در شهرستان لامرد، شهر لامرد، محله کوی صاحلی خریداری از مالک رسمی آقای ابوالخیر محمدی محرز گردیده است. لذا به منظور اطلاع عموم مراتب در دو نوبت به فاصله ۱۵ روز آگهی می‌شود. در صورتی که اشخاص نسبت به صدور سند مالکیت متقاضی اعتراضی داشته باشند می‌توانند از تاریخ انتشار اولین آگهی به مدت دو ماه اعتراض خود را به این اداره تسلیم و پس از اخذ رسید، ظرف مدت یک ماه از تاریخ تسلیم اعتراض، دادخواست خود را به مراجع قضایی تقدیم نمایند. بدیهی است در صورت انقضای مدت مذکور و عدم وصول اعتراض طبق مقررات سند مالکیت صادر خواهد شد. [451,806,796,1075]
notice-date-second: تاریخ انتشار نوبت دوم: ۱۴۰۴/۰۵/۰۱ [1380,2153,1554,2167]
notice-date-second: تاریخ انتشار نوبت دوم: ۱۴۰۴/۰۵/۰۱ [243,2153,417,2167]
notice-signatory-deputy: از طرف اسماعیل نوذری [167,692,322,707]
notice-body: برابر رای شماره ۱۴۰۴۶۰۳۱۱۰۱۲۰۰۰۰۴۲۹ موضوع قانون تعیین تکلیف وضعیت ثبتی اراضی و ساختمان‌های فاقد سند رسمی مستقر در واحد ثبتی حوزه ثبت ملک لامرد تصرفات مالکانه بلامعارض متقاضی خانم فاطمه خلیلی فرزند محمد بشماره شناسنامه ۲۷۳ صادره از لامرد در ششدانگ یک باب مغازه به مساحت ۲۷/۳۴ مترمربع پلاک ۱۶۷ فرعی از ۳۴۶ اصلی مفروز و مجزی‌شده از پلاک ۳۴۶ اصلی قطعه یک بخش ۲۵ فارس واقع در شهرستان لامرد، شهر لامرد، میدان شهدا، بلوار پاسداران خریداری از مالک رسمی آقای محمد خلیلی محرز گردیده است. لذا به منظور اطلاع عموم مراتب در دو نوبت به فاصله ۱۵ روز آگهی می‌شود. در صورتی که اشخاص نسبت به صدور سند مالکیت متقاضی اعتراضی داشته باشند می‌توانند از تاریخ انتشار اولین آگهی به مدت دو ماه اعتراض خود را به این اداره تسلیم و پس از اخذ رسید، ظرف مدت یک ماه از تاریخ تسلیم اعتراض، دادخواست خود را به مراجع قضایی تقدیم نمایند. بدیهی است در صورت انقضای مدت مذکور و عدم وصول اعتراض طبق مقررات سند مالکیت صادر خواهد شد. [72,1311,417,1581]
notice-code: ۵۳۸۳ /م/الف [1009,2175,1078,2190]
